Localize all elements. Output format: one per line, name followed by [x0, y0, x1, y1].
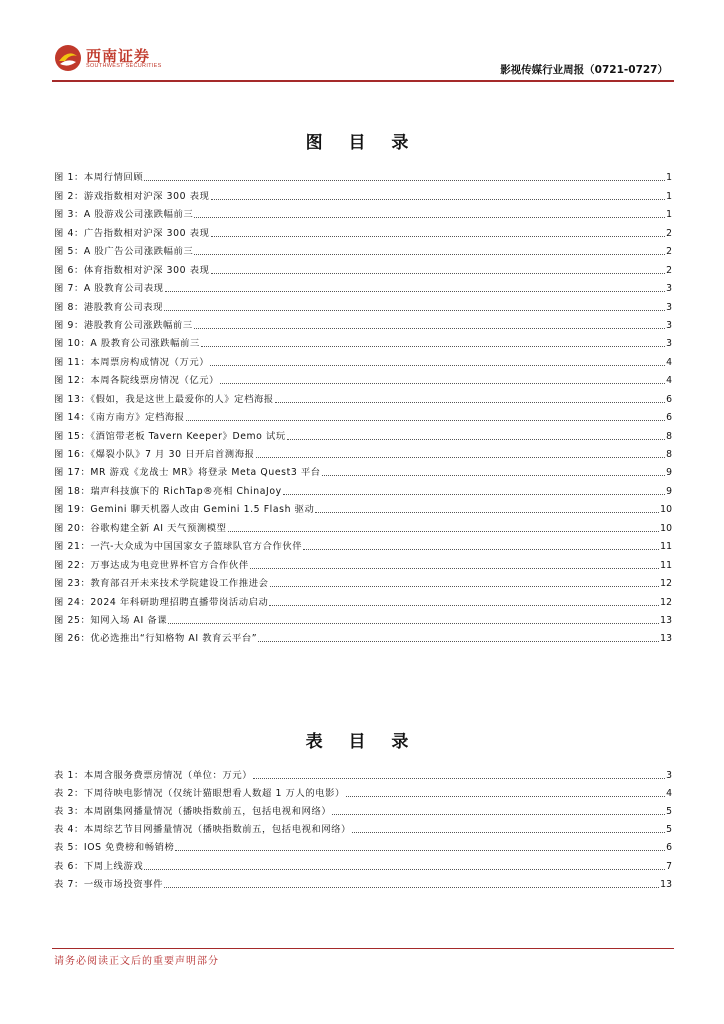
- toc-entry-label: 图 26：优必选推出“行知格物 AI 教育云平台”: [54, 633, 258, 645]
- toc-entry[interactable]: [54, 782, 672, 800]
- toc-leader-dots: [258, 640, 659, 642]
- toc-entry[interactable]: [54, 369, 672, 387]
- toc-entry-label: 图 21：一汽-大众成为中国国家女子篮球队官方合作伙伴: [54, 541, 303, 553]
- toc-leader-dots: [269, 604, 659, 606]
- toc-entry-label: 图 1：本周行情回顾: [54, 172, 144, 184]
- toc-entry-label: 图 24：2024 年科研助理招聘直播带岗活动启动: [54, 596, 269, 608]
- toc-leader-dots: [168, 622, 659, 624]
- toc-entry-page: 11: [660, 559, 672, 571]
- toc-leader-dots: [315, 511, 659, 513]
- toc-entry-label: 表 7：一级市场投资事件: [54, 878, 164, 890]
- toc-leader-dots: [211, 235, 666, 237]
- toc-entry[interactable]: [54, 627, 672, 645]
- toc-leader-dots: [194, 216, 665, 218]
- toc-leader-dots: [194, 327, 665, 329]
- toc-entry-page: 12: [660, 578, 672, 590]
- toc-leader-dots: [287, 438, 665, 440]
- toc-entry[interactable]: [54, 166, 672, 184]
- toc-entry-page: 3: [666, 319, 672, 331]
- toc-entry-label: 表 1：本周含服务费票房情况（单位：万元）: [54, 770, 253, 782]
- toc-entry-label: 表 5：IOS 免费榜和畅销榜: [54, 842, 175, 854]
- toc-entry[interactable]: [54, 854, 672, 872]
- toc-entry-label: 图 25：知网入场 AI 备课: [54, 614, 168, 626]
- tables-toc-list: [54, 764, 672, 891]
- toc-leader-dots: [211, 198, 666, 200]
- figures-toc-list: [54, 166, 672, 645]
- toc-entry[interactable]: [54, 873, 672, 891]
- toc-leader-dots: [164, 309, 665, 311]
- toc-entry[interactable]: [54, 818, 672, 836]
- toc-entry-label: 图 13：《假如，我是这世上最爱你的人》定档海报: [54, 393, 274, 405]
- figures-toc-title: 图 目 录: [305, 133, 419, 153]
- toc-leader-dots: [256, 456, 666, 458]
- toc-entry-page: 1: [666, 172, 672, 184]
- toc-leader-dots: [165, 290, 665, 292]
- toc-entry-page: 12: [660, 596, 672, 608]
- toc-entry[interactable]: [54, 800, 672, 818]
- toc-entry-label: 图 9：港股教育公司涨跌幅前三: [54, 319, 193, 331]
- toc-entry[interactable]: [54, 572, 672, 590]
- logo-subtext: SOUTHWEST SECURITIES: [86, 63, 162, 69]
- toc-leader-dots: [211, 272, 666, 274]
- toc-entry-page: 13: [660, 633, 672, 645]
- toc-entry-page: 2: [666, 264, 672, 276]
- toc-entry-page: 2: [666, 246, 672, 258]
- toc-leader-dots: [346, 795, 665, 797]
- toc-entry-page: 6: [666, 842, 672, 854]
- logo-wordmark: 西南证券: [86, 47, 151, 65]
- toc-leader-dots: [332, 813, 665, 815]
- toc-entry-page: 9: [666, 485, 672, 497]
- toc-entry-label: 图 23：教育部召开未来技术学院建设工作推进会: [54, 578, 269, 590]
- toc-entry[interactable]: [54, 332, 672, 350]
- toc-leader-dots: [253, 777, 665, 779]
- toc-leader-dots: [175, 849, 665, 851]
- toc-entry[interactable]: [54, 590, 672, 608]
- toc-entry-page: 3: [666, 301, 672, 313]
- toc-entry[interactable]: [54, 836, 672, 854]
- toc-entry-label: 图 17：MR 游戏《龙战士 MR》将登录 Meta Quest3 平台: [54, 467, 321, 479]
- toc-leader-dots: [186, 419, 665, 421]
- toc-entry[interactable]: [54, 461, 672, 479]
- toc-entry-label: 图 5：A 股广告公司涨跌幅前三: [54, 246, 194, 258]
- company-logo-icon: [54, 44, 82, 72]
- toc-entry-page: 3: [666, 770, 672, 782]
- toc-entry[interactable]: [54, 314, 672, 332]
- toc-leader-dots: [210, 364, 665, 366]
- toc-entry[interactable]: [54, 295, 672, 313]
- toc-entry[interactable]: [54, 535, 672, 553]
- report-title: 影视传媒行业周报（0721-0727）: [500, 64, 668, 76]
- toc-entry-page: 10: [660, 504, 672, 516]
- toc-entry[interactable]: [54, 498, 672, 516]
- toc-entry-page: 3: [666, 338, 672, 350]
- toc-entry[interactable]: [54, 553, 672, 571]
- toc-entry-page: 7: [666, 860, 672, 872]
- toc-leader-dots: [164, 886, 659, 888]
- toc-entry-page: 5: [666, 824, 672, 836]
- toc-entry-page: 11: [660, 541, 672, 553]
- company-logo: [54, 42, 184, 74]
- toc-entry-label: 图 10：A 股教育公司涨跌幅前三: [54, 338, 200, 350]
- toc-leader-dots: [352, 831, 665, 833]
- toc-entry-page: 4: [666, 356, 672, 368]
- toc-entry-page: 2: [666, 227, 672, 239]
- toc-entry-page: 1: [666, 209, 672, 221]
- toc-entry-label: 图 11：本周票房构成情况（万元）: [54, 356, 210, 368]
- toc-leader-dots: [275, 401, 665, 403]
- toc-entry-label: 图 14：《南方南方》定档海报: [54, 412, 185, 424]
- toc-entry[interactable]: [54, 277, 672, 295]
- toc-entry-label: 表 6：下周上线游戏: [54, 860, 144, 872]
- toc-leader-dots: [228, 530, 660, 532]
- toc-entry-label: 图 4：广告指数相对沪深 300 表现: [54, 227, 210, 239]
- toc-entry-label: 图 15：《酒馆带老板 Tavern Keeper》Demo 试玩: [54, 430, 286, 442]
- toc-entry-page: 8: [666, 430, 672, 442]
- toc-entry-page: 9: [666, 467, 672, 479]
- toc-entry-label: 表 2：下周待映电影情况（仅统计猫眼想看人数超 1 万人的电影）: [54, 788, 345, 800]
- toc-entry[interactable]: [54, 443, 672, 461]
- toc-entry-label: 表 4：本周综艺节目网播量情况（播映指数前五，包括电视和网络）: [54, 824, 352, 836]
- toc-entry-label: 表 3：本周剧集网播量情况（播映指数前五，包括电视和网络）: [54, 806, 332, 818]
- toc-leader-dots: [144, 868, 665, 870]
- toc-leader-dots: [283, 493, 665, 495]
- toc-leader-dots: [322, 474, 665, 476]
- toc-entry-page: 13: [660, 614, 672, 626]
- footer-disclaimer: 请务必阅读正文后的重要声明部分: [54, 956, 219, 967]
- toc-entry-label: 图 19：Gemini 聊天机器人改由 Gemini 1.5 Flash 驱动: [54, 504, 315, 516]
- toc-entry-label: 图 16：《爆裂小队》7 月 30 日开启首测海报: [54, 449, 255, 460]
- toc-entry[interactable]: [54, 609, 672, 627]
- toc-entry[interactable]: [54, 516, 672, 534]
- toc-entry-page: 8: [666, 449, 672, 460]
- toc-entry-label: 图 20：谷歌构建全新 AI 天气预测模型: [54, 522, 227, 534]
- toc-entry[interactable]: [54, 387, 672, 405]
- toc-entry-page: 10: [660, 522, 672, 534]
- toc-entry-label: 图 2：游戏指数相对沪深 300 表现: [54, 190, 210, 202]
- header-divider: [52, 80, 674, 82]
- toc-entry-page: 3: [666, 283, 672, 295]
- toc-entry-label: 图 3：A 股游戏公司涨跌幅前三: [54, 209, 194, 221]
- toc-leader-dots: [194, 253, 665, 255]
- toc-entry[interactable]: [54, 221, 672, 239]
- toc-leader-dots: [250, 567, 659, 569]
- toc-entry[interactable]: [54, 258, 672, 276]
- toc-entry-page: 5: [666, 806, 672, 818]
- toc-entry[interactable]: [54, 184, 672, 202]
- toc-entry[interactable]: [54, 350, 672, 368]
- toc-entry-page: 13: [660, 878, 672, 890]
- toc-entry-label: 图 8：港股教育公司表现: [54, 301, 164, 313]
- toc-entry[interactable]: [54, 240, 672, 258]
- toc-leader-dots: [144, 179, 665, 181]
- toc-entry[interactable]: [54, 479, 672, 497]
- toc-entry[interactable]: [54, 203, 672, 221]
- toc-entry-page: 6: [666, 412, 672, 424]
- toc-entry-label: 图 6：体育指数相对沪深 300 表现: [54, 264, 210, 276]
- toc-entry-page: 1: [666, 190, 672, 202]
- toc-leader-dots: [201, 345, 665, 347]
- toc-leader-dots: [220, 382, 665, 384]
- toc-entry[interactable]: [54, 424, 672, 442]
- toc-leader-dots: [270, 585, 660, 587]
- toc-entry[interactable]: [54, 764, 672, 782]
- toc-entry[interactable]: [54, 406, 672, 424]
- page-header: [0, 0, 724, 82]
- toc-entry-page: 6: [666, 393, 672, 405]
- footer-divider: [52, 948, 674, 949]
- toc-entry-label: 图 7：A 股教育公司表现: [54, 283, 164, 295]
- toc-entry-label: 图 12：本周各院线票房情况（亿元）: [54, 375, 220, 387]
- toc-entry-label: 图 18：瑞声科技旗下的 RichTap®亮相 ChinaJoy: [54, 485, 282, 497]
- toc-entry-label: 图 22：万事达成为电竞世界杯官方合作伙伴: [54, 559, 249, 571]
- tables-toc-title: 表 目 录: [305, 732, 419, 752]
- toc-entry-page: 4: [666, 788, 672, 800]
- toc-entry-page: 4: [666, 375, 672, 387]
- toc-leader-dots: [303, 548, 659, 550]
